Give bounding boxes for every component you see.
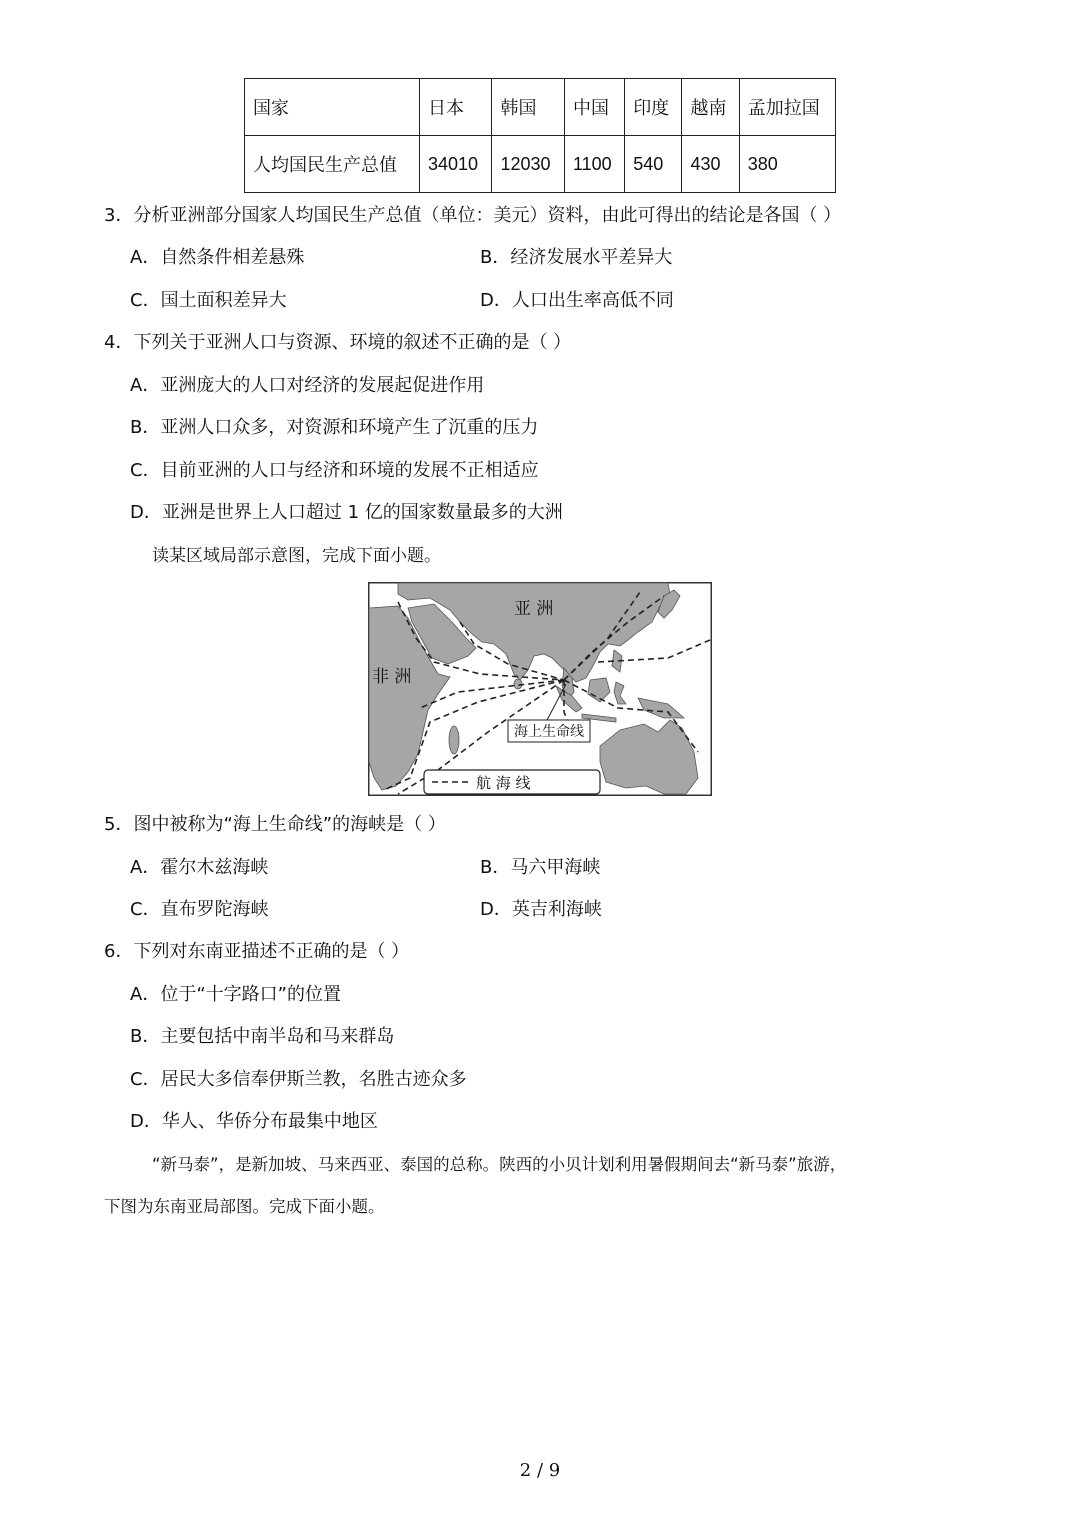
question-5-option-b: B．马六甲海峡 <box>480 857 601 878</box>
table-header-row <box>245 79 836 136</box>
question-3-option-a: A．自然条件相差悬殊 <box>130 247 305 268</box>
legend-label: 航 海 线 <box>476 774 531 792</box>
table-cell: 韩国 <box>492 79 564 136</box>
question-3-stem: 3．分析亚洲部分国家人均国民生产总值（单位：美元）资料，由此可得出的结论是各国（ ） <box>104 205 842 226</box>
table-cell: 34010 <box>420 136 492 193</box>
table-cell: 540 <box>625 136 682 193</box>
table-row <box>245 136 836 193</box>
question-5-option-d: D．英吉利海峡 <box>480 899 602 920</box>
question-5-option-c: C．直布罗陀海峡 <box>130 899 269 920</box>
africa-label: 非 洲 <box>372 667 412 687</box>
map-intro: 读某区域局部示意图，完成下面小题。 <box>152 546 441 566</box>
question-6-option-b: B．主要包括中南半岛和马来群岛 <box>130 1026 395 1047</box>
question-4-option-c: C．目前亚洲的人口与经济和环境的发展不正相适应 <box>130 460 539 481</box>
question-5-stem: 5．图中被称为“海上生命线”的海峡是（ ） <box>104 814 446 835</box>
asia-label: 亚 洲 <box>514 599 554 619</box>
page-number: 2 / 9 <box>519 1460 561 1481</box>
question-6-option-d: D．华人、华侨分布最集中地区 <box>130 1111 378 1132</box>
question-3-option-d: D．人口出生率高低不同 <box>480 290 674 311</box>
table-cell: 印度 <box>625 79 682 136</box>
table-cell: 孟加拉国 <box>739 79 835 136</box>
table-cell: 日本 <box>420 79 492 136</box>
table-cell: 430 <box>682 136 739 193</box>
sea-route-map <box>368 582 712 796</box>
question-3-option-c: C．国土面积差异大 <box>130 290 287 311</box>
table-cell: 中国 <box>564 79 624 136</box>
question-6-option-a: A．位于“十字路口”的位置 <box>130 984 341 1005</box>
question-6-option-c: C．居民大多信奉伊斯兰教，名胜古迹众多 <box>130 1069 467 1090</box>
lifeline-label: 海上生命线 <box>514 724 584 740</box>
table-cell: 国家 <box>245 79 420 136</box>
question-3-option-b: B．经济发展水平差异大 <box>480 247 673 268</box>
table-cell: 380 <box>739 136 835 193</box>
question-5-option-a: A．霍尔木兹海峡 <box>130 857 269 878</box>
sri-lanka-island <box>514 679 522 689</box>
next-intro-line-2: 下图为东南亚局部图。完成下面小题。 <box>104 1197 385 1216</box>
question-4-option-b: B．亚洲人口众多，对资源和环境产生了沉重的压力 <box>130 417 539 438</box>
question-4-stem: 4．下列关于亚洲人口与资源、环境的叙述不正确的是（ ） <box>104 332 572 353</box>
madagascar-island <box>449 726 459 754</box>
table-cell: 越南 <box>682 79 739 136</box>
table-cell: 12030 <box>492 136 564 193</box>
table-cell: 人均国民生产总值 <box>245 136 420 193</box>
table-cell: 1100 <box>564 136 624 193</box>
question-6-stem: 6．下列对东南亚描述不正确的是（ ） <box>104 941 410 962</box>
question-4-option-d: D．亚洲是世界上人口超过 1 亿的国家数量最多的大洲 <box>130 502 563 523</box>
gnp-table <box>244 78 836 193</box>
question-4-option-a: A．亚洲庞大的人口对经济的发展起促进作用 <box>130 375 485 396</box>
next-intro-line-1: “新马泰”，是新加坡、马来西亚、泰国的总称。陕西的小贝计划利用暑假期间去“新马泰”旅游， <box>152 1155 847 1174</box>
